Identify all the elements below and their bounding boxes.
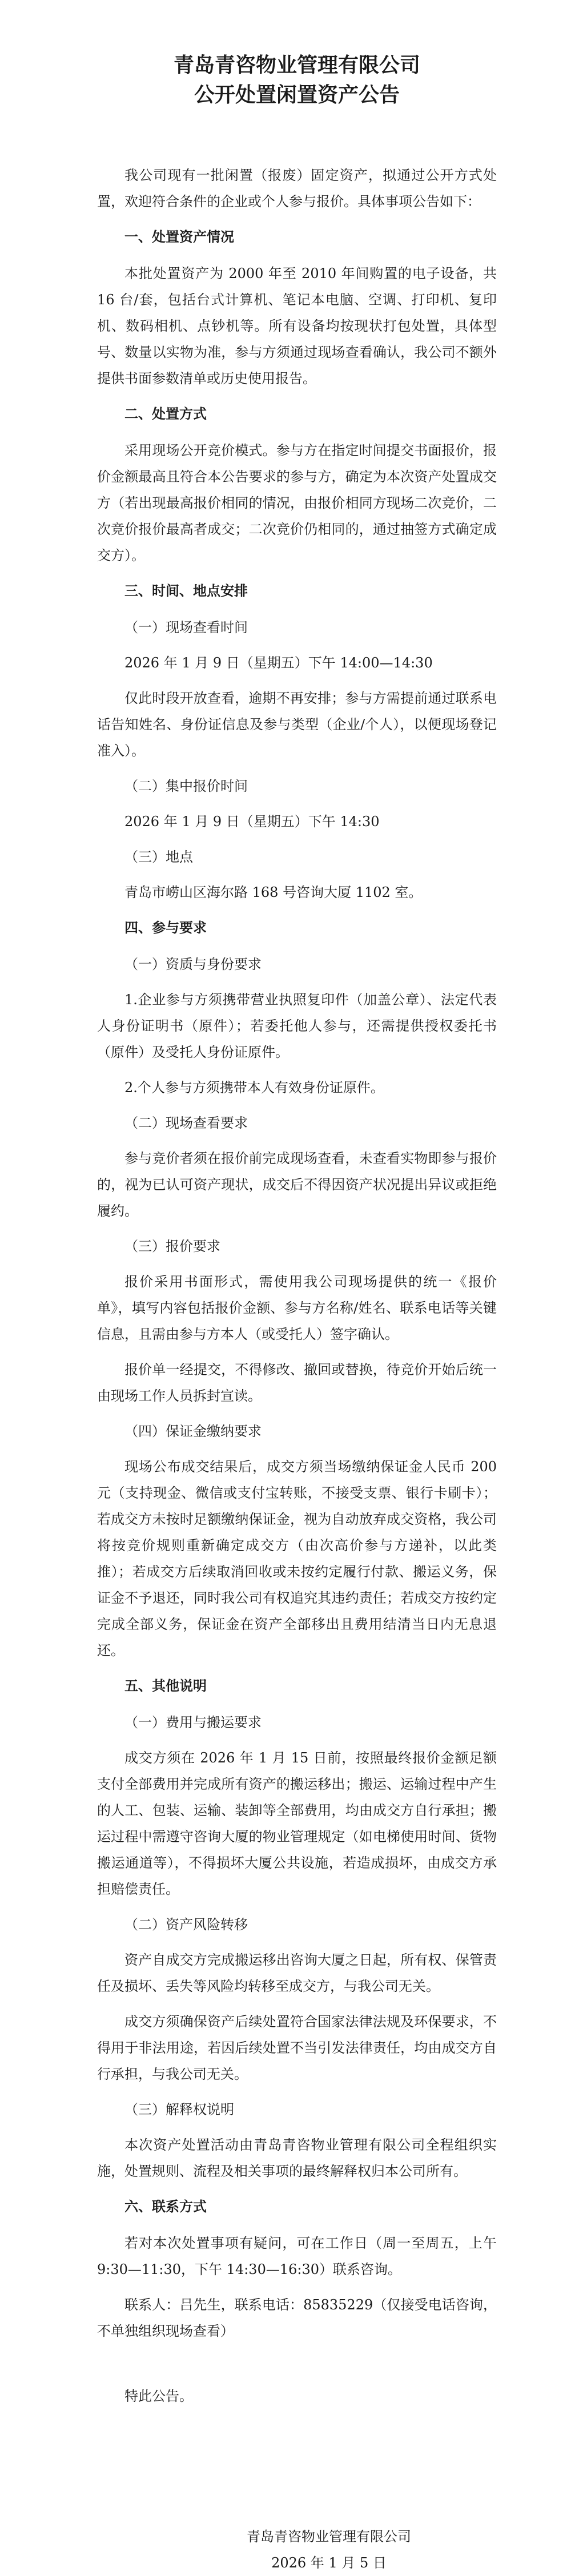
- signature-date: 2026 年 1 月 5 日: [271, 2555, 387, 2571]
- closing-remark: 特此公告。: [124, 2388, 193, 2404]
- section-2-body: 采用现场公开竞价模式。参与方在指定时间提交书面报价，报价金额最高且符合本公告要求的参与方，确定为本次资产处置成交方（若出现最高报价相同的情况，由报价相同方现场二次竞价，二次竞价报价最高者成交；二次竞价仍相同的，通过抽签方式确定成交方）。: [97, 442, 497, 564]
- bid-form-requirement: 报价采用书面形式，需使用我公司现场提供的统一《报价单》，填写内容包括报价金额、参与方名称/姓名、联系电话等关键信息，且需由参与方本人（或受托人）签字确认。: [97, 1274, 497, 1342]
- section-6-heading: 六、联系方式: [124, 2198, 207, 2215]
- deposit-requirement: 现场公布成交结果后，成交方须当场缴纳保证金人民币 200 元（支持现金、微信或支付宝转账，不接受支票、银行卡刷卡）；若成交方未按时足额缴纳保证金，视为自动放弃成交资格，我公司将按竞价规则重新确定成交方（由次高价参与方递补，以此类推）；若成交方后续取消回收或未按约定履行付款、搬运义务，保证金不予退还，同时我公司有权追究其违约责任；若成交方按约定完成全部义务，保证金在资产全部移出且费用结清当日内无息退还。: [97, 1459, 497, 1659]
- section-1-heading: 一、处置资产情况: [124, 228, 234, 245]
- viewing-notes: 仅此时段开放查看，逾期不再安排；参与方需提前通过联系电话告知姓名、身份证信息及参与类型（企业/个人），以便现场登记准入）。: [97, 690, 497, 759]
- section-3-sub-2: （二）集中报价时间: [124, 778, 248, 794]
- location-address: 青岛市崂山区海尔路 168 号咨询大厦 1102 室。: [124, 884, 423, 900]
- intro-paragraph: 我公司现有一批闲置（报废）固定资产，拟通过公开方式处置，欢迎符合条件的企业或个人参与报价。具体事项公告如下：: [97, 167, 497, 210]
- section-5-sub-2: （二）资产风险转移: [124, 1917, 248, 1933]
- section-4-sub-3: （三）报价要求: [124, 1238, 220, 1254]
- bidding-time: 2026 年 1 月 9 日（星期五）下午 14:30: [124, 814, 380, 830]
- contact-person: 联系人：吕先生，联系电话：85835229（仅接受电话咨询，不单独组织现场查看）: [97, 2297, 497, 2339]
- requirement-individual: 2.个人参与方须携带本人有效身份证原件。: [124, 1080, 384, 1096]
- section-5-sub-1: （一）费用与搬运要求: [124, 1714, 262, 1730]
- section-3-sub-1: （一）现场查看时间: [124, 619, 248, 635]
- viewing-time: 2026 年 1 月 9 日（星期五）下午 14:00—14:30: [124, 655, 433, 671]
- section-3-heading: 三、时间、地点安排: [124, 582, 248, 599]
- section-1-body: 本批处置资产为 2000 年至 2010 年间购置的电子设备，共 16 台/套，包括台式计算机、笔记本电脑、空调、打印机、复印机、数码相机、点钞机等。所有设备均按现状打包处置，具体型号、数量以实物为准，参与方须通过现场查看确认，我公司不额外提供书面参数清单或历史使用报告。: [97, 265, 497, 387]
- section-2-heading: 二、处置方式: [124, 405, 207, 422]
- section-4-heading: 四、参与要求: [124, 919, 207, 936]
- section-4-sub-4: （四）保证金缴纳要求: [124, 1423, 262, 1439]
- section-4-sub-1: （一）资质与身份要求: [124, 956, 262, 972]
- title-notice: 公开处置闲置资产公告: [194, 83, 400, 107]
- contact-hours: 若对本次处置事项有疑问，可在工作日（周一至周五，上午 9:30—11:30，下午 14:30—16:30）联系咨询。: [97, 2235, 497, 2277]
- fee-and-removal: 成交方须在 2026 年 1 月 15 日前，按照最终报价金额足额支付全部费用并完成所有资产的搬运移出；搬运、运输过程中产生的人工、包装、运输、装卸等全部费用，均由成交方自行承担；搬运过程中需遵守咨询大厦的物业管理规定（如电梯使用时间、货物搬运通道等），不得损坏大厦公共设施，若造成损坏，由成交方承担赔偿责任。: [97, 1750, 497, 1897]
- section-5-heading: 五、其他说明: [124, 1677, 207, 1694]
- bid-submission-rule: 报价单一经提交，不得修改、撤回或替换，待竞价开始后统一由现场工作人员拆封宣读。: [97, 1362, 497, 1404]
- section-4-sub-2: （二）现场查看要求: [124, 1115, 248, 1131]
- section-5-sub-3: （三）解释权说明: [124, 2102, 234, 2118]
- disposal-compliance: 成交方须确保资产后续处置符合国家法律法规及环保要求，不得用于非法用途，若因后续处置不当引发法律责任，均由成交方自行承担，与我公司无关。: [97, 2014, 497, 2082]
- signature-block: [97, 2523, 497, 2576]
- risk-transfer: 资产自成交方完成搬运移出咨询大厦之日起，所有权、保管责任及损坏、丢失等风险均转移至成交方，与我公司无关。: [97, 1952, 497, 1994]
- requirement-enterprise: 1.企业参与方须携带营业执照复印件（加盖公章）、法定代表人身份证明书（原件）；若委托他人参与，还需提供授权委托书（原件）及受托人身份证原件。: [97, 992, 497, 1060]
- section-3-sub-3: （三）地点: [124, 849, 193, 865]
- viewing-requirement: 参与竞价者须在报价前完成现场查看，未查看实物即参与报价的，视为已认可资产现状，成交后不得因资产状况提出异议或拒绝履约。: [97, 1150, 497, 1219]
- interpretation-right: 本次资产处置活动由青岛青咨物业管理有限公司全程组织实施，处置规则、流程及相关事项的最终解释权归本公司所有。: [97, 2137, 497, 2179]
- title-company: 青岛青咨物业管理有限公司: [173, 53, 420, 77]
- signature-organization: 青岛青咨物业管理有限公司: [247, 2529, 411, 2545]
- title-block: [97, 50, 497, 110]
